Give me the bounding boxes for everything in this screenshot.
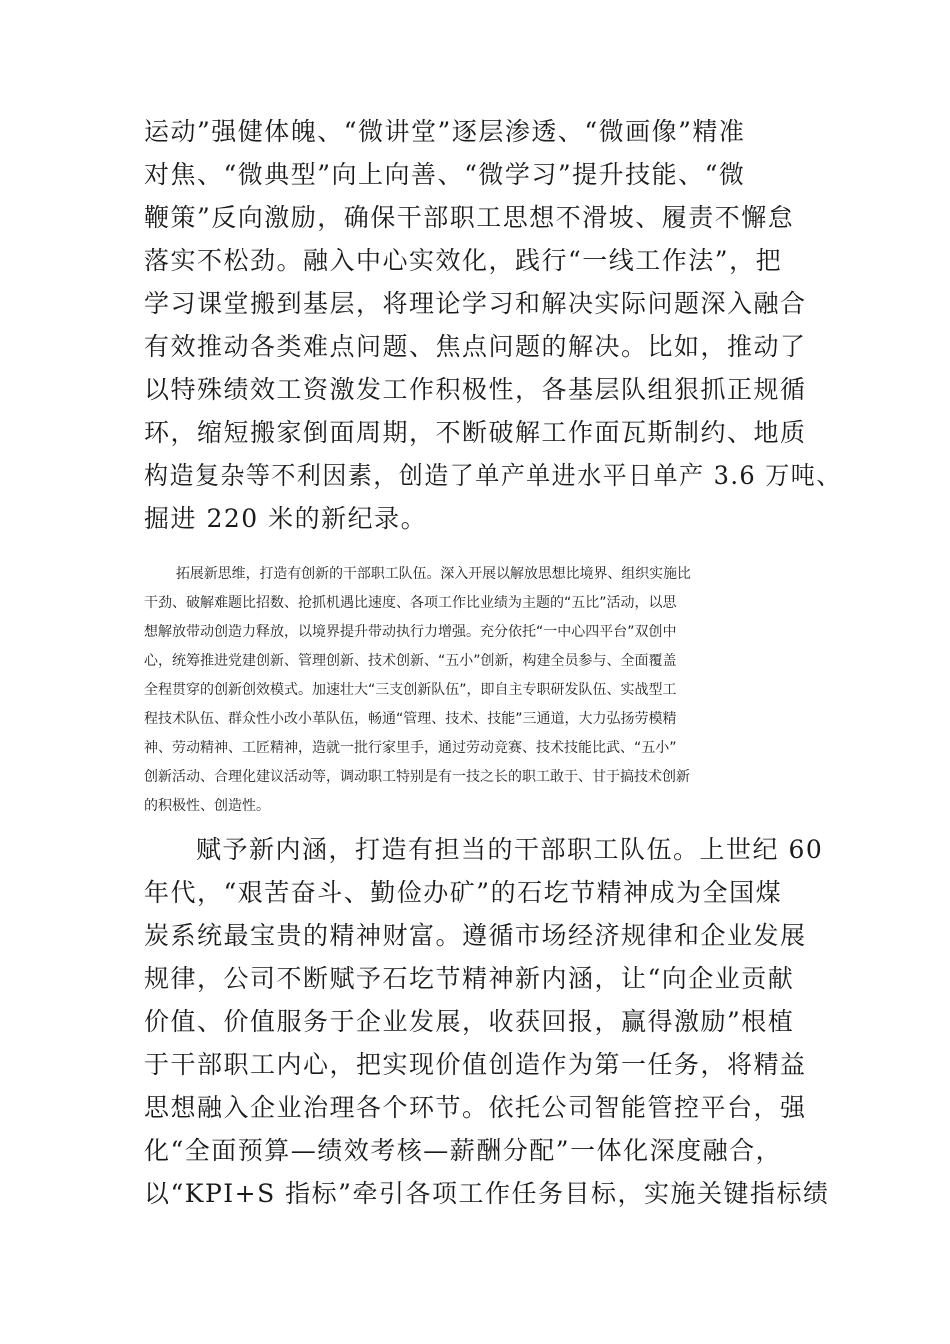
text-line: 思想融入企业治理各个环节。依托公司智能管控平台，强 bbox=[144, 1093, 807, 1122]
text-line: 价值、价值服务于企业发展，收获回报，赢得激励”根植 bbox=[144, 1007, 795, 1036]
text-line: 学习课堂搬到基层，将理论学习和解决实际问题深入融合 bbox=[144, 289, 807, 318]
text-line: 拓展新思维，打造有创新的干部职工队伍。深入开展以解放思想比境界、组织实施比 bbox=[176, 566, 691, 582]
text-line: 对焦、“微典型”向上向善、“微学习”提升技能、“微 bbox=[144, 160, 746, 189]
text-line: 创新活动、合理化建议活动等，调动职工特别是有一技之长的职工敢于、甘于搞技术创新 bbox=[144, 769, 690, 785]
text-line: 以“KPI+S 指标”牵引各项工作任务目标，实施关键指标绩 bbox=[144, 1179, 830, 1208]
text-line: 鞭策”反向激励，确保干部职工思想不滑坡、履责不懈怠 bbox=[144, 203, 795, 232]
text-line: 神、劳动精神、工匠精神，造就一批行家里手，通过劳动竞赛、技术技能比武、“五小” bbox=[144, 740, 677, 756]
text-line: 构造复杂等不利因素，创造了单产单进水平日单产 3.6 万吨、 bbox=[144, 461, 842, 490]
text-line: 炭系统最宝贵的精神财富。遵循市场经济规律和企业发展 bbox=[144, 921, 807, 950]
text-line: 全程贯穿的创新创效模式。加速壮大“三支创新队伍”，即自主专职研发队伍、实战型工 bbox=[144, 682, 677, 698]
text-line: 化“全面预算—绩效考核—薪酬分配”一体化深度融合， bbox=[144, 1136, 783, 1165]
text-line: 掘进 220 米的新纪录。 bbox=[144, 504, 428, 533]
text-line: 赋予新内涵，打造有担当的干部职工队伍。上世纪 60 bbox=[196, 835, 824, 864]
text-line: 心，统筹推进党建创新、管理创新、技术创新、“五小”创新，构建全员参与、全面覆盖 bbox=[144, 653, 677, 669]
text-line: 于干部职工内心，把实现价值创造作为第一任务，将精益 bbox=[144, 1050, 807, 1079]
text-line: 有效推动各类难点问题、焦点问题的解决。比如，推动了 bbox=[144, 332, 807, 361]
text-line: 规律，公司不断赋予石圪节精神新内涵，让“向企业贡献 bbox=[144, 964, 795, 993]
text-line: 的积极性、创造性。 bbox=[144, 798, 270, 814]
text-line: 环，缩短搬家倒面周期，不断破解工作面瓦斯制约、地质 bbox=[144, 418, 807, 447]
text-line: 运动”强健体魄、“微讲堂”逐层渗透、“微画像”精准 bbox=[144, 117, 746, 146]
text-line: 以特殊绩效工资激发工作积极性，各基层队组狠抓正规循 bbox=[144, 375, 807, 404]
text-line: 干劲、破解难题比招数、抢抓机遇比速度、各项工作比业绩为主题的“五比”活动，以思 bbox=[144, 595, 677, 611]
text-line: 程技术队伍、群众性小改小革队伍，畅通“管理、技术、技能”三通道，大力弘扬劳模精 bbox=[144, 711, 677, 727]
text-line: 年代，“艰苦奋斗、勤俭办矿”的石圪节精神成为全国煤 bbox=[144, 878, 783, 907]
text-line: 落实不松劲。融入中心实效化，践行“一线工作法”，把 bbox=[144, 246, 783, 275]
text-line: 想解放带动创造力释放，以境界提升带动执行力增强。充分依托“一中心四平台”双创中 bbox=[144, 624, 677, 640]
